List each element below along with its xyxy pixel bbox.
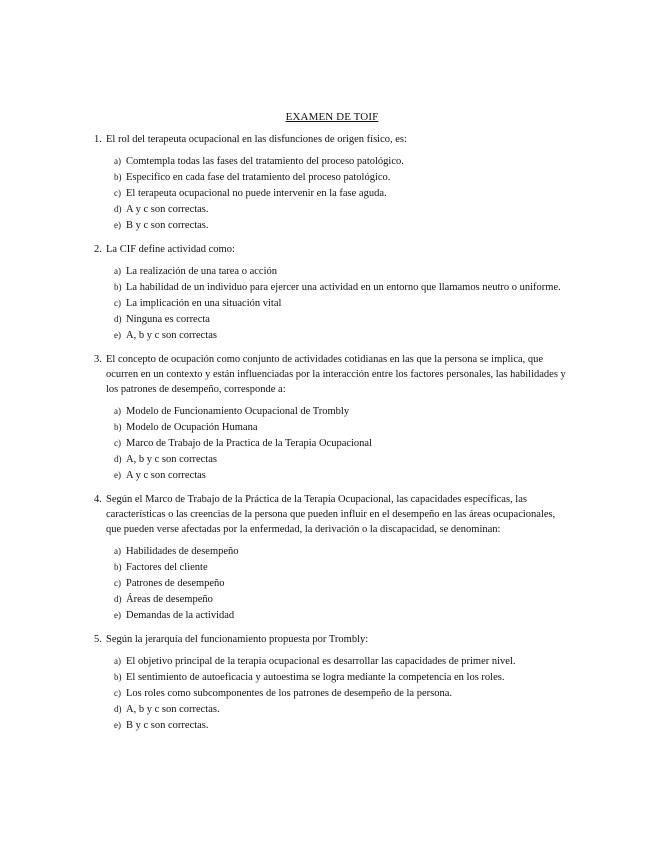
option-text: El objetivo principal de la terapia ocupacional es desarrollar las capacidades de primer nivel. bbox=[126, 656, 516, 667]
question-stem bbox=[94, 242, 572, 257]
question-number: 3. bbox=[94, 354, 102, 365]
option-letter: a) bbox=[114, 656, 121, 666]
option-letter: a) bbox=[114, 156, 121, 166]
option-d bbox=[114, 452, 572, 467]
question-stem bbox=[94, 632, 572, 647]
question-text: El concepto de ocupación como conjunto de actividades cotidianas en las que la persona se implica, que ocurren en un contexto y están influenciadas por la interacción entre los factores personales, las habilidades y los patrones de desempeño, corresponde a: bbox=[106, 354, 566, 395]
option-list bbox=[94, 654, 572, 733]
question-number: 1. bbox=[94, 134, 102, 145]
option-b bbox=[114, 420, 572, 435]
option-b bbox=[114, 670, 572, 685]
option-text: Especifico en cada fase del tratamiento del proceso patológico. bbox=[126, 172, 391, 183]
option-text: Ninguna es correcta bbox=[126, 314, 210, 325]
question-text: El rol del terapeuta ocupacional en las disfunciones de origen físico, es: bbox=[106, 134, 407, 145]
question-1 bbox=[94, 132, 572, 233]
option-e bbox=[114, 718, 572, 733]
option-c bbox=[114, 436, 572, 451]
option-list bbox=[94, 154, 572, 233]
option-list bbox=[94, 404, 572, 483]
option-letter: e) bbox=[114, 610, 121, 620]
option-text: El sentimiento de autoeficacia y autoestima se logra mediante la competencia en los roles. bbox=[126, 672, 505, 683]
option-c bbox=[114, 186, 572, 201]
option-b bbox=[114, 280, 572, 295]
option-text: El terapeuta ocupacional no puede intervenir en la fase aguda. bbox=[126, 188, 387, 199]
option-letter: d) bbox=[114, 314, 122, 324]
option-list bbox=[94, 544, 572, 623]
option-d bbox=[114, 702, 572, 717]
question-text: Según la jerarquía del funcionamiento propuesta por Trombly: bbox=[106, 634, 369, 645]
option-a bbox=[114, 404, 572, 419]
option-letter: c) bbox=[114, 298, 121, 308]
option-letter: d) bbox=[114, 704, 122, 714]
option-letter: b) bbox=[114, 172, 122, 182]
option-letter: e) bbox=[114, 470, 121, 480]
option-letter: b) bbox=[114, 282, 122, 292]
option-letter: c) bbox=[114, 188, 121, 198]
question-3 bbox=[94, 352, 572, 483]
option-text: A, b y c son correctas. bbox=[126, 704, 220, 715]
option-letter: d) bbox=[114, 594, 122, 604]
option-text: A, b y c son correctas bbox=[126, 454, 217, 465]
option-letter: e) bbox=[114, 720, 121, 730]
option-e bbox=[114, 468, 572, 483]
option-letter: d) bbox=[114, 454, 122, 464]
option-b bbox=[114, 170, 572, 185]
option-d bbox=[114, 312, 572, 327]
option-c bbox=[114, 686, 572, 701]
option-text: La realización de una tarea o acción bbox=[126, 266, 277, 277]
question-2 bbox=[94, 242, 572, 343]
question-5 bbox=[94, 632, 572, 733]
question-number: 2. bbox=[94, 244, 102, 255]
question-number: 4. bbox=[94, 494, 102, 505]
option-text: Comtempla todas las fases del tratamiento del proceso patológico. bbox=[126, 156, 404, 167]
question-number: 5. bbox=[94, 634, 102, 645]
option-c bbox=[114, 296, 572, 311]
option-text: Modelo de Ocupación Humana bbox=[126, 422, 258, 433]
question-4 bbox=[94, 492, 572, 623]
option-a bbox=[114, 264, 572, 279]
option-text: Modelo de Funcionamiento Ocupacional de Trombly bbox=[126, 406, 350, 417]
option-text: A y c son correctas. bbox=[126, 204, 209, 215]
option-text: Demandas de la actividad bbox=[126, 610, 235, 621]
option-letter: b) bbox=[114, 672, 122, 682]
option-d bbox=[114, 202, 572, 217]
option-text: La habilidad de un individuo para ejercer una actividad en un entorno que llamamos neutro o uniforme. bbox=[126, 282, 561, 293]
option-text: Marco de Trabajo de la Practica de la Terapia Ocupacional bbox=[126, 438, 373, 449]
option-text: B y c son correctas. bbox=[126, 720, 209, 731]
option-letter: c) bbox=[114, 578, 121, 588]
option-b bbox=[114, 560, 572, 575]
option-letter: a) bbox=[114, 406, 121, 416]
option-letter: b) bbox=[114, 562, 122, 572]
option-letter: a) bbox=[114, 266, 121, 276]
option-letter: e) bbox=[114, 220, 121, 230]
option-a bbox=[114, 544, 572, 559]
option-text: Patrones de desempeño bbox=[126, 578, 225, 589]
option-d bbox=[114, 592, 572, 607]
question-text: La CIF define actividad como: bbox=[106, 244, 235, 255]
option-text: La implicación en una situación vital bbox=[126, 298, 282, 309]
option-e bbox=[114, 608, 572, 623]
option-a bbox=[114, 154, 572, 169]
question-stem bbox=[94, 352, 572, 397]
question-stem bbox=[94, 132, 572, 147]
question-stem bbox=[94, 492, 572, 537]
option-e bbox=[114, 218, 572, 233]
option-text: Factores del cliente bbox=[126, 562, 208, 573]
option-text: A, b y c son correctas bbox=[126, 330, 217, 341]
option-letter: b) bbox=[114, 422, 122, 432]
option-text: Los roles como subcomponentes de los patrones de desempeño de la persona. bbox=[126, 688, 452, 699]
option-a bbox=[114, 654, 572, 669]
option-e bbox=[114, 328, 572, 343]
option-letter: c) bbox=[114, 438, 121, 448]
option-text: Habilidades de desempeño bbox=[126, 546, 239, 557]
document-title: EXAMEN DE TOIF bbox=[285, 111, 379, 123]
question-text: Según el Marco de Trabajo de la Práctica de la Terapia Ocupacional, las capacidades específicas, las características o las creencias de la persona que pueden influir en el desempeño en las áreas ocupacionales, que pueden verse afectadas por la enfermedad, la derivación o la discapacidad, se denominan: bbox=[106, 494, 556, 535]
option-letter: c) bbox=[114, 688, 121, 698]
option-letter: d) bbox=[114, 204, 122, 214]
option-text: A y c son correctas bbox=[126, 470, 206, 481]
option-text: B y c son correctas. bbox=[126, 220, 209, 231]
option-list bbox=[94, 264, 572, 343]
option-letter: a) bbox=[114, 546, 121, 556]
option-text: Áreas de desempeño bbox=[126, 594, 213, 605]
option-c bbox=[114, 576, 572, 591]
option-letter: e) bbox=[114, 330, 121, 340]
question-list bbox=[94, 132, 572, 742]
